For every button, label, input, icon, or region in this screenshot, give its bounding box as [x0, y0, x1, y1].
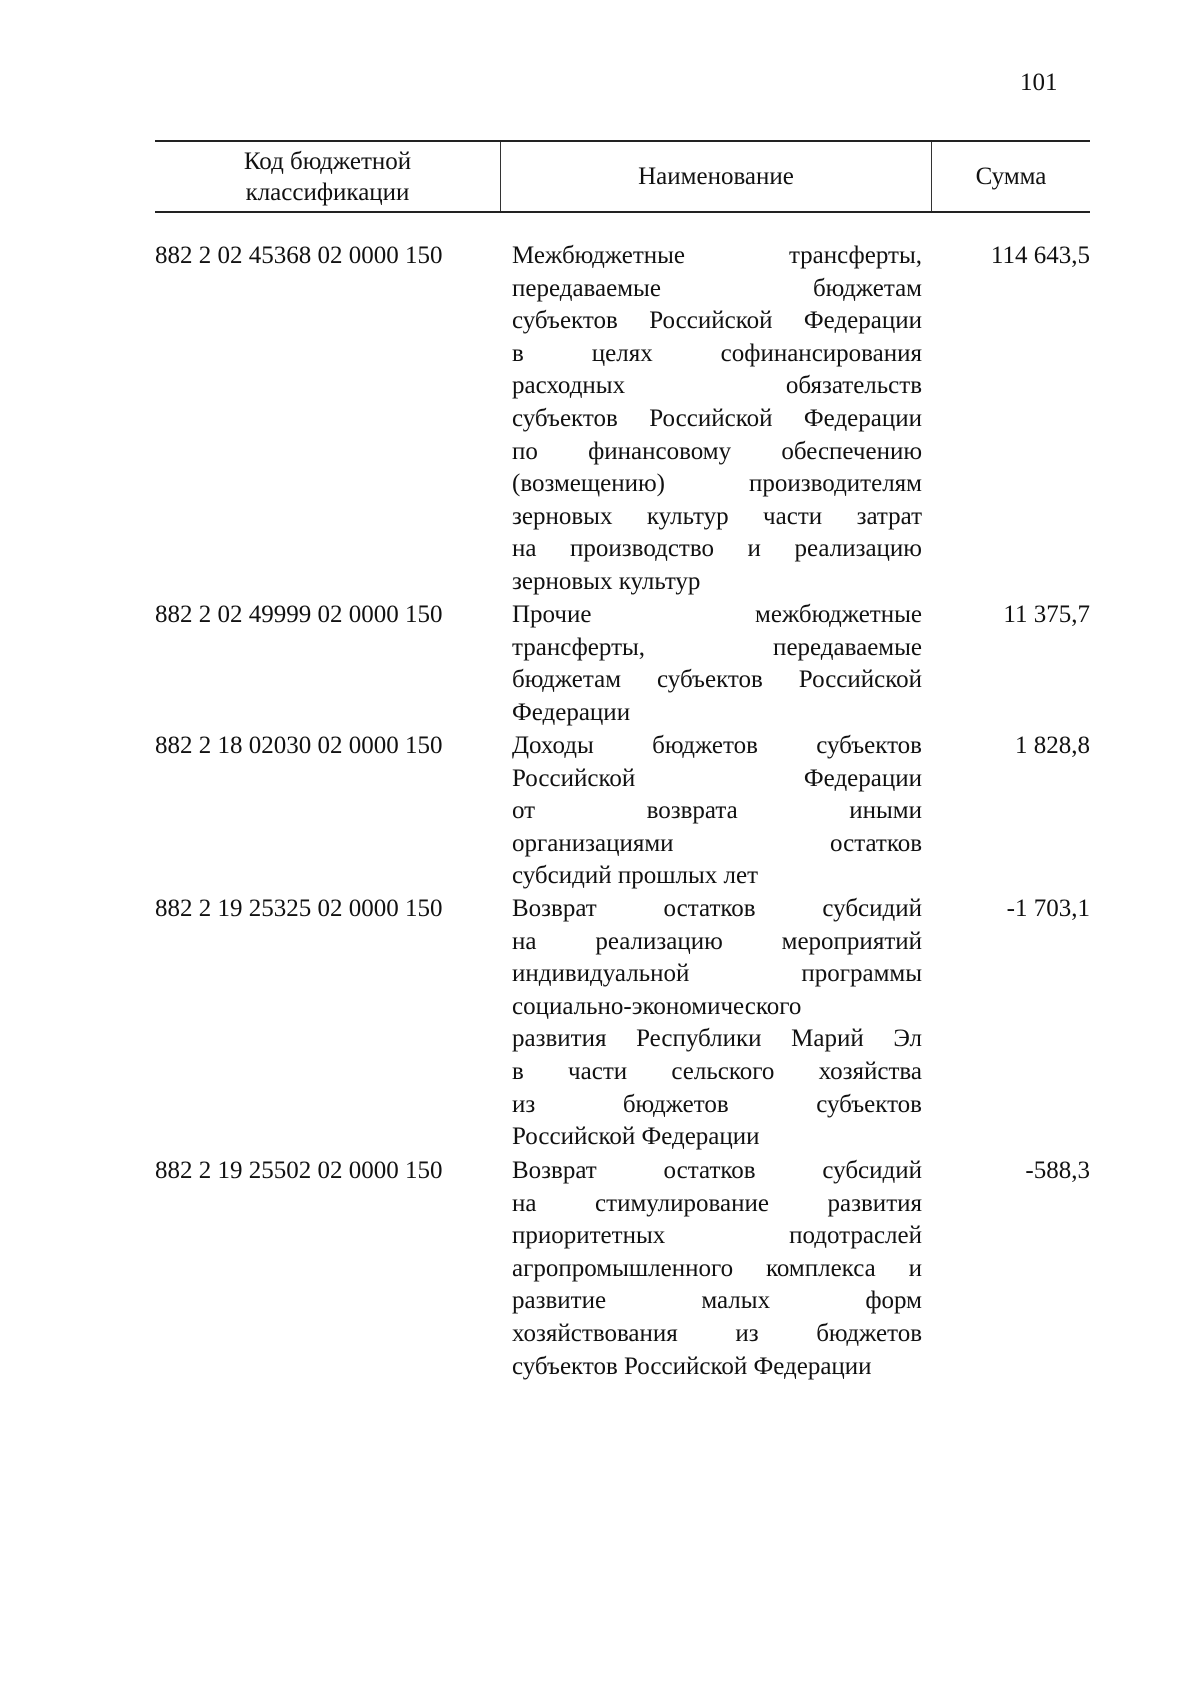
row-name-line: хозяйствования из бюджетов: [512, 1319, 922, 1347]
row-name-line: от возврата иными: [512, 797, 922, 825]
row-name-line: на стимулирование развития: [512, 1189, 922, 1217]
header-sum: Сумма: [975, 163, 1047, 190]
row-name-line: Федерации: [512, 698, 631, 726]
row-name-line: на реализацию мероприятий: [512, 927, 922, 955]
row-name-line: трансферты, передаваемые: [512, 633, 922, 661]
header-code: Код бюджетной классификации: [155, 142, 501, 211]
header-name: Наименование: [501, 142, 932, 211]
row-name-line: бюджетам субъектов Российской: [512, 666, 922, 694]
row-name-line: Межбюджетные трансферты,: [512, 242, 922, 269]
row-name-line: субсидий прошлых лет: [512, 862, 759, 890]
row-name-line: Прочие межбюджетные: [512, 601, 922, 628]
row-name-line: субъектов Российской Федерации: [512, 1352, 872, 1380]
row-name-line: развитие малых форм: [512, 1287, 922, 1315]
row-name: [512, 730, 922, 893]
row-code: 882 2 19 25502 02 0000 150: [155, 1157, 443, 1184]
row-name-line: из бюджетов субъектов: [512, 1090, 922, 1118]
row-name-line: передаваемые бюджетам: [512, 274, 922, 302]
row-name-line: развития Республики Марий Эл: [512, 1025, 922, 1053]
row-name: [512, 240, 922, 599]
row-name-line: Возврат остатков субсидий: [512, 895, 922, 922]
row-name-line: субъектов Российской Федерации: [512, 307, 922, 335]
row-name-line: организациями остатков: [512, 829, 922, 857]
row-name-line: приоритетных подотраслей: [512, 1222, 922, 1250]
row-name-line: индивидуальной программы: [512, 960, 922, 988]
row-name-line: зерновых культур части затрат: [512, 502, 922, 530]
row-code: 882 2 02 45368 02 0000 150: [155, 242, 443, 269]
row-name-line: по финансовому обеспечению: [512, 437, 922, 465]
row-code: 882 2 02 49999 02 0000 150: [155, 601, 443, 628]
table-header: [155, 140, 1090, 213]
row-name-line: расходных обязательств: [512, 372, 922, 400]
row-name: [512, 1155, 922, 1383]
page-number: 101: [1020, 69, 1058, 96]
row-name-line: Возврат остатков субсидий: [512, 1157, 922, 1184]
row-name: [512, 893, 922, 1154]
row-name-line: зерновых культур: [512, 567, 701, 595]
row-name-line: Российской Федерации: [512, 1123, 760, 1151]
row-name-line: субъектов Российской Федерации: [512, 404, 922, 432]
row-amount: -1 703,1: [1006, 895, 1090, 922]
row-name: [512, 599, 922, 729]
row-name-line: социально-экономического: [512, 992, 802, 1020]
row-name-line: Российской Федерации: [512, 764, 922, 792]
row-amount: 114 643,5: [990, 242, 1090, 269]
row-name-line: на производство и реализацию: [512, 535, 922, 563]
row-amount: 11 375,7: [1003, 601, 1090, 628]
row-amount: 1 828,8: [1015, 732, 1090, 759]
row-code: 882 2 18 02030 02 0000 150: [155, 732, 443, 759]
row-name-line: агропромышленного комплекса и: [512, 1254, 922, 1282]
row-name-line: в целях софинансирования: [512, 339, 922, 367]
row-name-line: Доходы бюджетов субъектов: [512, 732, 922, 759]
row-name-line: в части сельского хозяйства: [512, 1057, 922, 1085]
row-name-line: (возмещению) производителям: [512, 470, 922, 498]
row-code: 882 2 19 25325 02 0000 150: [155, 895, 443, 922]
row-amount: -588,3: [1025, 1157, 1090, 1184]
